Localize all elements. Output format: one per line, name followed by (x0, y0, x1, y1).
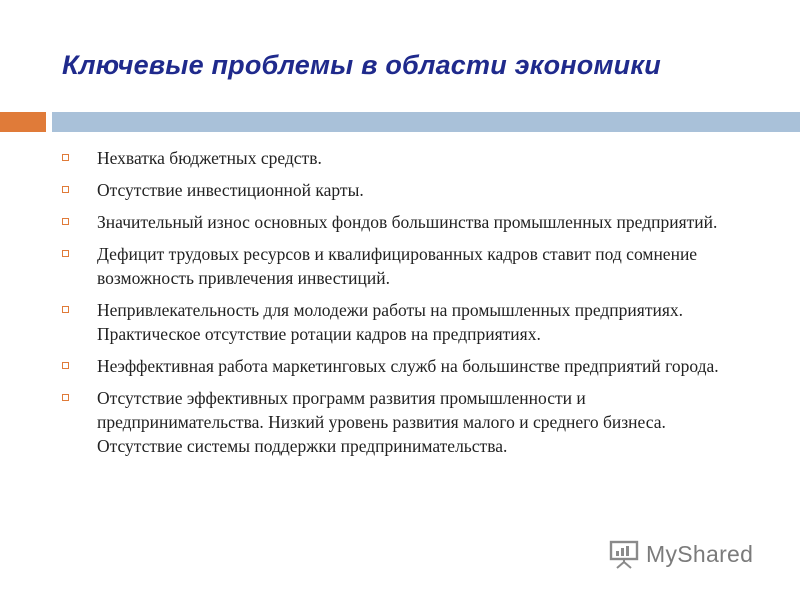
bullet-item (62, 242, 752, 290)
accent-bar-blue (52, 112, 800, 132)
bullet-item (62, 146, 752, 170)
bullet-item (62, 386, 752, 458)
watermark-logo (608, 536, 753, 572)
square-bullet-icon (62, 218, 69, 225)
bullet-text: Нехватка бюджетных средств. (97, 148, 322, 168)
square-bullet-icon (62, 362, 69, 369)
square-bullet-icon (62, 250, 69, 257)
slide-title: Ключевые проблемы в области экономики (62, 50, 661, 80)
presentation-board-icon (608, 538, 640, 570)
bullet-text: Дефицит трудовых ресурсов и квалифицированных кадров ставит под сомнение возможность привлечения инвестиций. (97, 244, 698, 288)
bullet-item (62, 298, 752, 346)
bullet-text: Неэффективная работа маркетинговых служб на большинстве предприятий города. (97, 356, 719, 376)
square-bullet-icon (62, 154, 69, 161)
square-bullet-icon (62, 186, 69, 193)
bullet-item (62, 178, 752, 202)
bullet-text: Значительный износ основных фондов большинства промышленных предприятий. (97, 212, 718, 232)
bullet-text: Отсутствие инвестиционной карты. (97, 180, 364, 200)
bullet-list (62, 146, 752, 466)
bullet-item (62, 210, 752, 234)
accent-bar-orange (0, 112, 46, 132)
bullet-text: Непривлекательность для молодежи работы на промышленных предприятиях. Практическое отсутствие ротации кадров на предприятиях. (97, 300, 684, 344)
bullet-text: Отсутствие эффективных программ развития промышленности и предпринимательства. Низкий уровень развития малого и среднего бизнеса. Отсутствие системы поддержки предпринимательства. (97, 388, 666, 456)
square-bullet-icon (62, 394, 69, 401)
watermark-text: MyShared (646, 540, 754, 567)
square-bullet-icon (62, 306, 69, 313)
bullet-item (62, 354, 752, 378)
